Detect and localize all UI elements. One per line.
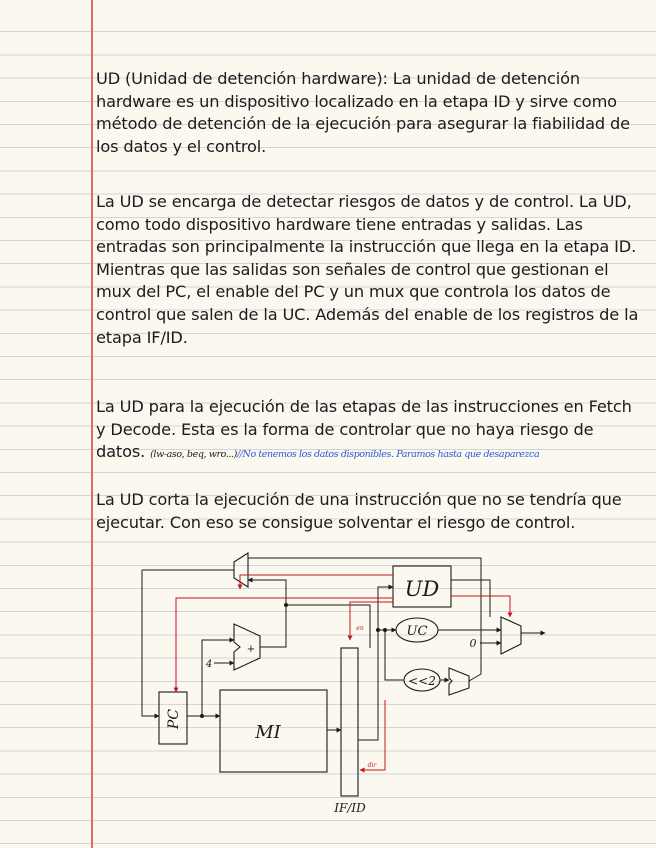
ifid-label: IF/ID — [334, 801, 366, 815]
pc-label: PC — [166, 708, 182, 730]
junction-uc — [383, 628, 387, 632]
control-unit-label: UC — [406, 624, 428, 639]
junction-pc — [200, 714, 204, 718]
wire-adder-out — [248, 580, 286, 647]
ifid-register-box — [341, 648, 358, 796]
data-hazard-text: La UD para la ejecución de las etapas de las instrucciones en Fetch y Decode. Esta es la forma de controlar que no haya riesgo de datos. — [96, 397, 632, 462]
branch-adder-shape — [449, 668, 469, 695]
paragraph-outputs-text: Mientras que las salidas son señales de control que gestionan el mux del PC, el enable del PC y un mux que controla los datos de control que salen de la UC. Además del enable de los registros de la etapa IF/ID. — [96, 259, 639, 347]
junction-ifid — [376, 628, 380, 632]
enable-label: en — [356, 625, 364, 632]
paragraph-definition-text: UD (Unidad de detención hardware): La unidad de detención hardware es un dispositivo localizado en la etapa ID y sirve como método de detención de la ejecución para asegurar la fiabilidad de los datos y el control. — [96, 69, 630, 156]
red-wire-ifid-feedback — [360, 700, 385, 770]
paragraph-control-hazard-text: La UD corta la ejecución de una instrucción que no se tendría que ejecutar. Con eso se consigue solventar el riesgo de control. — [96, 490, 622, 532]
wire-ifid-to-ud — [358, 587, 393, 740]
junction-adder — [284, 603, 288, 607]
handwritten-note-instructions: (lw-aso, beq, wro...) — [150, 449, 237, 461]
control-mux-shape — [501, 617, 521, 654]
hazard-unit-label: UD — [404, 577, 440, 601]
handwritten-note-blue: //No tenemos los datos disponibles. Paramos hasta que desaparezca — [236, 449, 540, 461]
red-wire-ud-pc-enable — [240, 575, 393, 589]
wire-pc-to-adder — [202, 640, 234, 716]
paragraph-inputs-text: La UD se encarga de detectar riesgos de datos y de control. La UD, como todo dispositivo hardware tiene entradas y salidas. Las entradas son principalmente la instrucción que llega en la etapa ID. — [96, 192, 637, 257]
wire-ud-to-mux — [451, 580, 490, 617]
zero-label: 0 — [469, 637, 477, 650]
red-wire-ud-pc-mux — [176, 598, 393, 692]
four-label: 4 — [205, 659, 213, 670]
dir-label: dir — [367, 762, 377, 769]
instruction-memory-label: MI — [255, 722, 281, 743]
shift-left-label: <<2 — [408, 674, 436, 688]
wire-mux-top — [248, 558, 481, 681]
pc-mux-shape — [234, 553, 248, 587]
plus-label: + — [246, 644, 256, 655]
red-wire-ud-ifid-enable — [350, 602, 393, 640]
